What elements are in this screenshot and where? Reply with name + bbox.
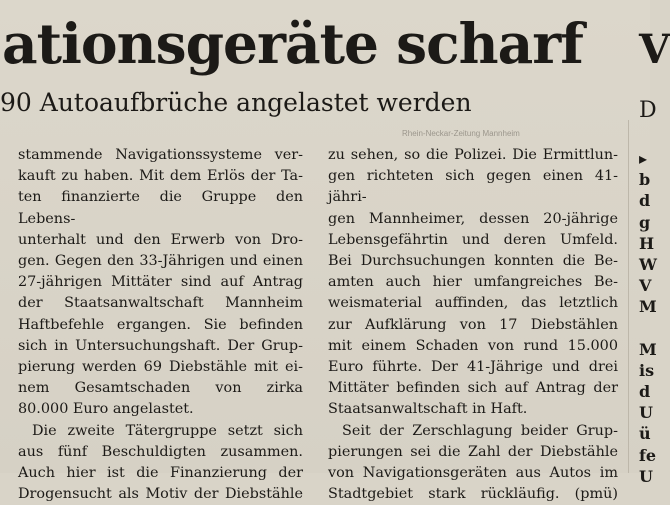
text-line: gen richteten sich gegen einen 41-jähri-	[328, 168, 618, 206]
text-line: pierung werden 69 Diebstähle mit ei-	[18, 359, 303, 376]
text-line: Seit der Zerschlagung beider Grup-	[342, 422, 618, 439]
text-fragment: W	[639, 254, 657, 274]
text-line: Stadtgebiet stark rückläufig. (pmü)	[328, 486, 618, 503]
text-line: zu sehen, so die Polizei. Die Ermittlun-	[328, 147, 618, 163]
text-line: sich in Untersuchungshaft. Der Grup-	[18, 337, 303, 354]
text-line: stammende Navigationssysteme ver-	[18, 147, 303, 163]
text-line: Lebensgefährtin und deren Umfeld.	[328, 231, 618, 248]
text-line: Euro führte. Der 41-Jährige und drei	[328, 359, 618, 376]
text-fragment: fe	[639, 445, 657, 465]
text-line: Haftbefehle ergangen. Sie befinden	[18, 316, 303, 333]
text-fragment: is	[639, 360, 655, 380]
next-article-headline: V	[639, 26, 670, 73]
watermark: Rhein-Neckar-Zeitung Mannheim	[402, 129, 520, 138]
text-fragment	[639, 318, 650, 339]
text-fragment: d	[639, 382, 651, 402]
text-fragment: g	[639, 212, 651, 232]
text-fragment: M	[639, 297, 657, 317]
article-subheadline: 90 Autoaufbrüche angelastet werden	[0, 88, 472, 117]
text-fragment: V	[639, 276, 652, 296]
text-fragment: d	[639, 191, 651, 211]
text-fragment: b	[639, 170, 651, 190]
text-line: kauft zu haben. Mit dem Erlös der Ta-	[18, 168, 303, 185]
text-fragment: ü	[639, 424, 651, 444]
text-fragment: ▸	[639, 149, 648, 168]
text-line: 80.000 Euro angelastet.	[18, 401, 194, 418]
text-fragment: H	[639, 233, 655, 253]
text-line: unterhalt und den Erwerb von Dro-	[18, 231, 303, 248]
next-article-column	[639, 148, 657, 487]
article-column-left	[18, 145, 303, 505]
article-headline: ationsgeräte scharf	[2, 11, 583, 76]
text-line: Staatsanwaltschaft in Haft.	[328, 401, 528, 418]
text-line: pierungen sei die Zahl der Diebstähle	[328, 443, 618, 460]
text-line: gen Mannheimer, dessen 20-jährige	[328, 210, 618, 227]
text-line: Bei Durchsuchungen konnten die Be-	[328, 253, 618, 270]
text-fragment: M	[639, 339, 657, 359]
text-line: nem Gesamtschaden von zirka	[18, 380, 303, 397]
text-line: Die zweite Tätergruppe setzt sich	[32, 422, 303, 439]
text-line: von Navigationsgeräten aus Autos im	[328, 465, 618, 482]
text-line: aus fünf Beschuldigten zusammen.	[18, 443, 303, 460]
text-line: ten finanzierte die Gruppe den Lebens-	[18, 189, 303, 227]
article-column-right	[328, 145, 618, 505]
column-divider	[628, 120, 629, 473]
text-line: der Staatsanwaltschaft Mannheim	[18, 295, 303, 312]
text-line: Drogensucht als Motiv der Diebstähle	[18, 486, 303, 503]
text-line: weismaterial auffinden, das letztlich	[328, 295, 618, 312]
text-line: Mittäter befinden sich auf Antrag der	[328, 380, 618, 397]
text-line: amten auch hier umfangreiches Be-	[328, 274, 618, 291]
text-line: Auch hier ist die Finanzierung der	[18, 465, 303, 482]
text-line: gen. Gegen den 33-Jährigen und einen	[18, 253, 303, 270]
text-line: zur Aufklärung von 17 Diebstählen	[328, 316, 618, 333]
text-line: mit einem Schaden von rund 15.000	[328, 337, 618, 354]
next-article-subheadline: D	[639, 98, 657, 123]
text-fragment: U	[639, 403, 653, 423]
text-line: 27-jährigen Mittäter sind auf Antrag	[18, 274, 303, 291]
text-fragment: U	[639, 466, 653, 486]
